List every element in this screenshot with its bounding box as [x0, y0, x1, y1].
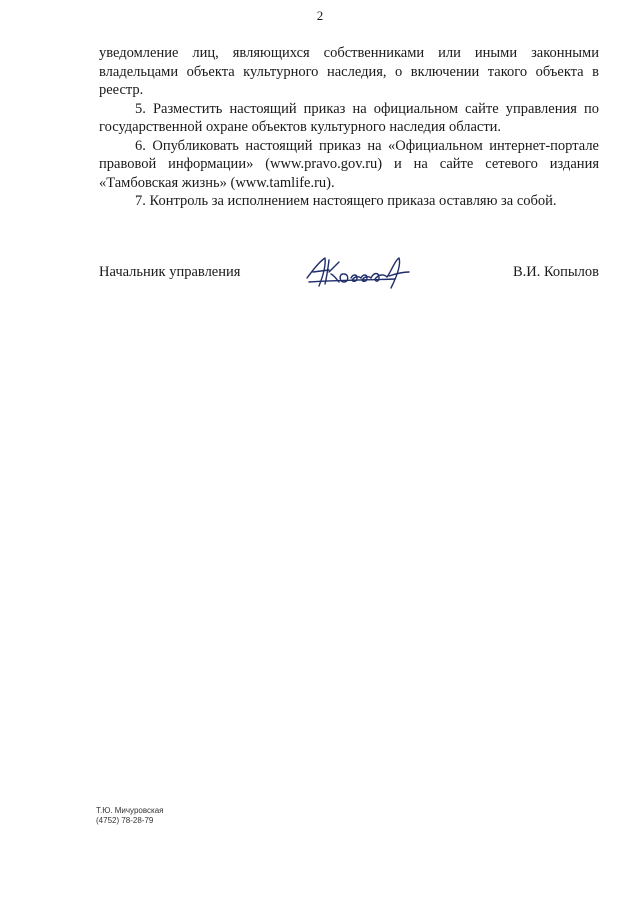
executor-name: Т.Ю. Мичуровская [96, 806, 164, 815]
executor-phone: (4752) 78-28-79 [96, 816, 154, 825]
signature-block [99, 252, 599, 292]
paragraph-item-6: 6. Опубликовать настоящий приказ на «Официальном интернет-портале правовой информации» (www.pravo.gov.ru) и на сайте сетевого издания «Тамбовская жизнь» (www.tamlife.ru). [99, 137, 599, 191]
document-body [99, 44, 599, 211]
paragraph-item-5: 5. Разместить настоящий приказ на официальном сайте управления по государственной охране объектов культурного наследия области. [99, 100, 599, 135]
signatory-name: В.И. Копылов [512, 264, 599, 280]
paragraph-item-7: 7. Контроль за исполнением настоящего приказа оставляю за собой. [135, 193, 557, 209]
page-number: 2 [316, 8, 324, 23]
executor-footer [96, 806, 163, 826]
signatory-position: Начальник управления [99, 264, 241, 280]
handwritten-signature [299, 252, 424, 292]
paragraph-continuation: уведомление лиц, являющихся собственниками или иными законными владельцами объекта культурного наследия, о включении такого объекта в реестр. [99, 45, 599, 98]
